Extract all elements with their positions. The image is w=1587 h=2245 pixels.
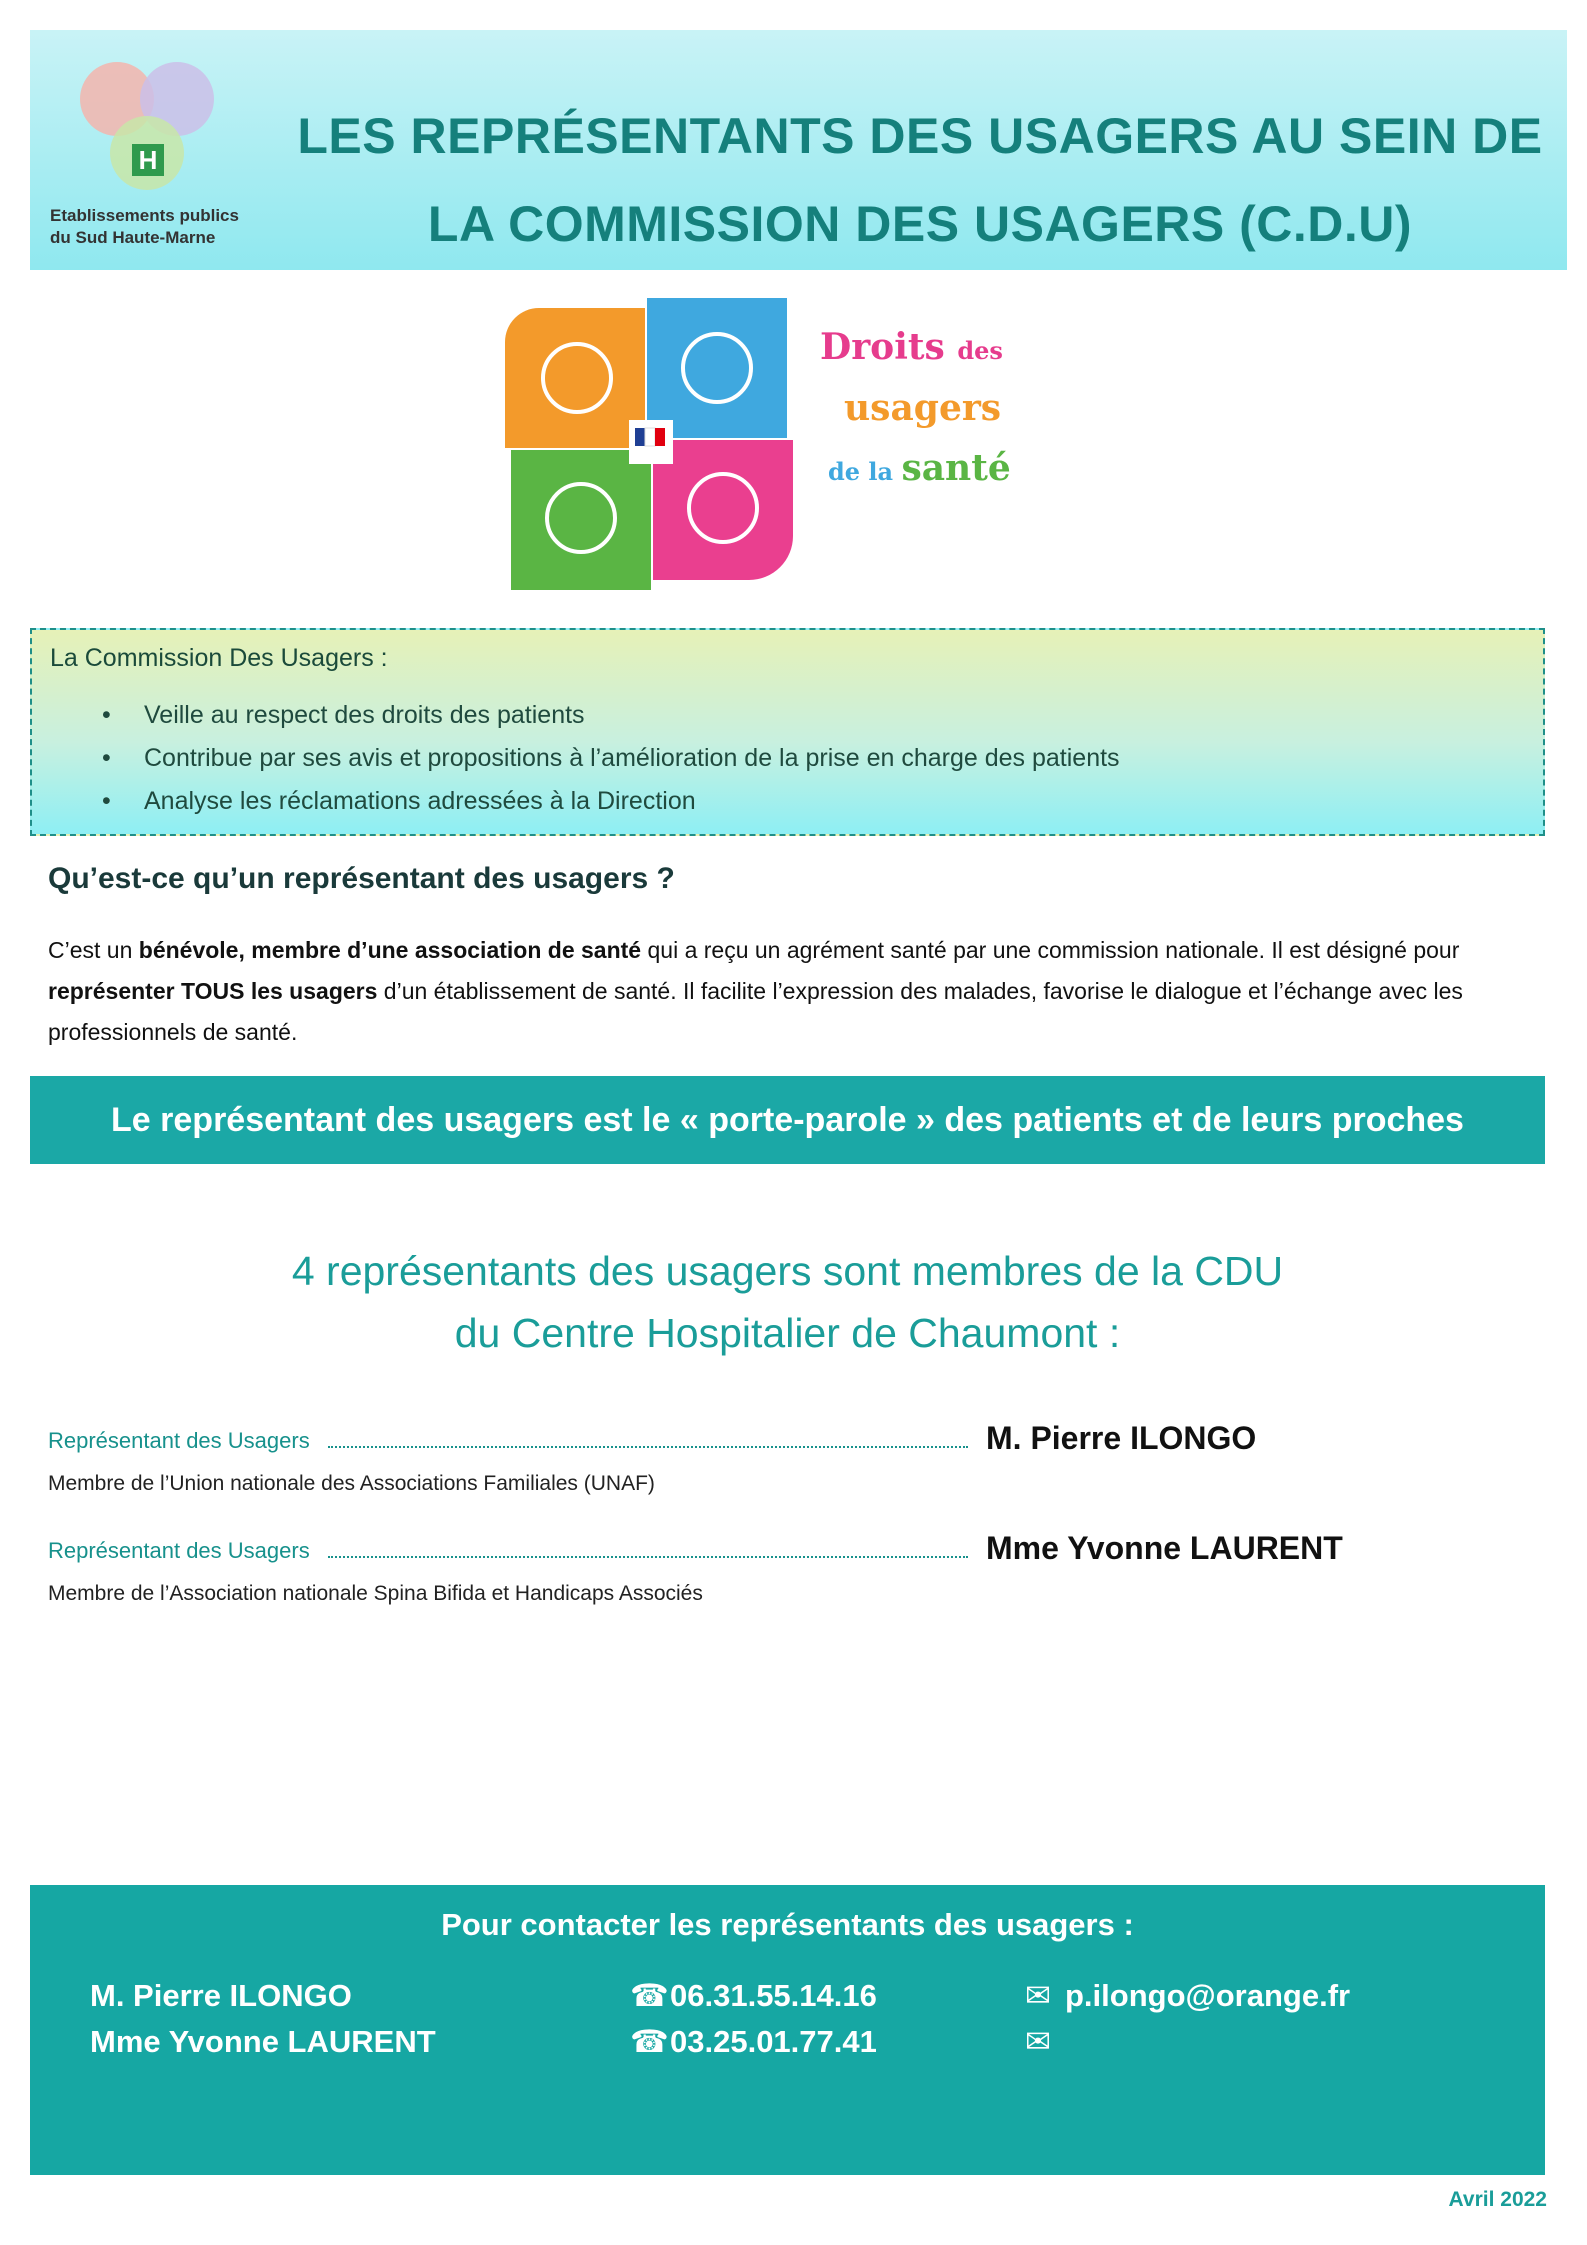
droits-des-usagers-wordmark — [820, 320, 1011, 502]
rep-organization: Membre de l’Union nationale des Associations Familiales (UNAF) — [48, 1472, 655, 1495]
rep-role: Représentant des Usagers — [48, 1538, 310, 1563]
members-heading-line2: du Centre Hospitalier de Chaumont : — [454, 1310, 1121, 1356]
rep-name: Mme Yvonne LAURENT — [986, 1530, 1343, 1566]
rep-name: M. Pierre ILONGO — [986, 1420, 1257, 1456]
members-heading-line1: 4 représentants des usagers sont membres de la CDU — [291, 1248, 1284, 1294]
wordmark-des: des — [957, 336, 1003, 365]
face-outline-1 — [543, 344, 611, 412]
contact-names — [90, 1973, 436, 2065]
dotted-leader — [328, 1446, 968, 1448]
wordmark-droits: Droits — [820, 326, 945, 368]
rep-role: Représentant des Usagers — [48, 1428, 310, 1453]
droits-usagers-illustration — [505, 290, 1065, 600]
publication-date: Avril 2022 — [1448, 2188, 1547, 2211]
members-heading — [30, 1240, 1545, 1364]
contact-name: Mme Yvonne LAURENT — [90, 2024, 436, 2059]
wordmark-sante: santé — [901, 447, 1011, 489]
commission-title: La Commission Des Usagers : — [50, 644, 388, 672]
rep-organization: Membre de l’Association nationale Spina Bifida et Handicaps Associés — [48, 1582, 703, 1605]
contact-phone[interactable]: 03.25.01.77.41 — [670, 2024, 877, 2059]
contact-phones — [630, 1973, 877, 2065]
list-item: • Veille au respect des droits des patients — [92, 694, 1120, 737]
hospital-h-icon: H — [132, 144, 164, 176]
bold-benevole: bénévole, membre d’une association de santé — [138, 937, 642, 963]
wordmark-de: de — [828, 457, 861, 486]
page-title-line2: LA COMMISSION DES USAGERS (C.D.U) — [427, 196, 1413, 252]
logo-caption — [50, 205, 290, 249]
page-title-line1: LES REPRÉSENTANTS DES USAGERS AU SEIN DE — [297, 108, 1543, 164]
contact-box — [30, 1885, 1545, 2175]
question-heading: Qu’est-ce qu’un représentant des usagers ? — [48, 862, 675, 895]
dotted-leader — [328, 1556, 968, 1558]
contact-phone[interactable]: 06.31.55.14.16 — [670, 1978, 877, 2013]
face-outline-3 — [547, 484, 615, 552]
face-outline-2 — [683, 334, 751, 402]
wordmark-la: la — [868, 457, 894, 486]
phone-icon: ☎ — [630, 1978, 669, 2013]
envelope-icon: ✉ — [1025, 2024, 1051, 2059]
commission-box — [30, 628, 1545, 836]
phone-icon: ☎ — [630, 2024, 669, 2059]
contact-email[interactable]: p.ilongo@orange.fr — [1065, 1978, 1351, 2013]
contact-title: Pour contacter les représentants des usagers : — [441, 1907, 1134, 1942]
faces-drawing — [505, 290, 805, 600]
face-outline-4 — [689, 474, 757, 542]
list-item: • Analyse les réclamations adressées à la Direction — [92, 780, 1120, 823]
wordmark-usagers: usagers — [844, 387, 1002, 429]
contact-name: M. Pierre ILONGO — [90, 1978, 352, 2013]
logo-caption-line2: du Sud Haute-Marne — [50, 228, 216, 247]
establishment-logo — [40, 30, 280, 247]
logo-caption-line1: Etablissements publics — [50, 206, 239, 225]
bold-representer: représenter TOUS les usagers — [48, 978, 378, 1004]
question-paragraph: C’est un bénévole, membre d’une association de santé qui a reçu un agrément santé par une commission nationale. Il est désigné pour représenter TOUS les usagers d’un établissement de santé. Il facilite l’expression des malades, favorise le dialogue et l’échange avec les professionnels de santé. — [48, 937, 1463, 1045]
list-item: • Contribue par ses avis et propositions à l’amélioration de la prise en charge des patients — [92, 737, 1120, 780]
porte-parole-banner: Le représentant des usagers est le « porte-parole » des patients et de leurs proches — [30, 1076, 1545, 1164]
envelope-icon: ✉ — [1025, 1978, 1051, 2013]
contact-emails — [1025, 1973, 1350, 2065]
commission-list — [92, 694, 1120, 823]
page-title — [290, 92, 1550, 268]
